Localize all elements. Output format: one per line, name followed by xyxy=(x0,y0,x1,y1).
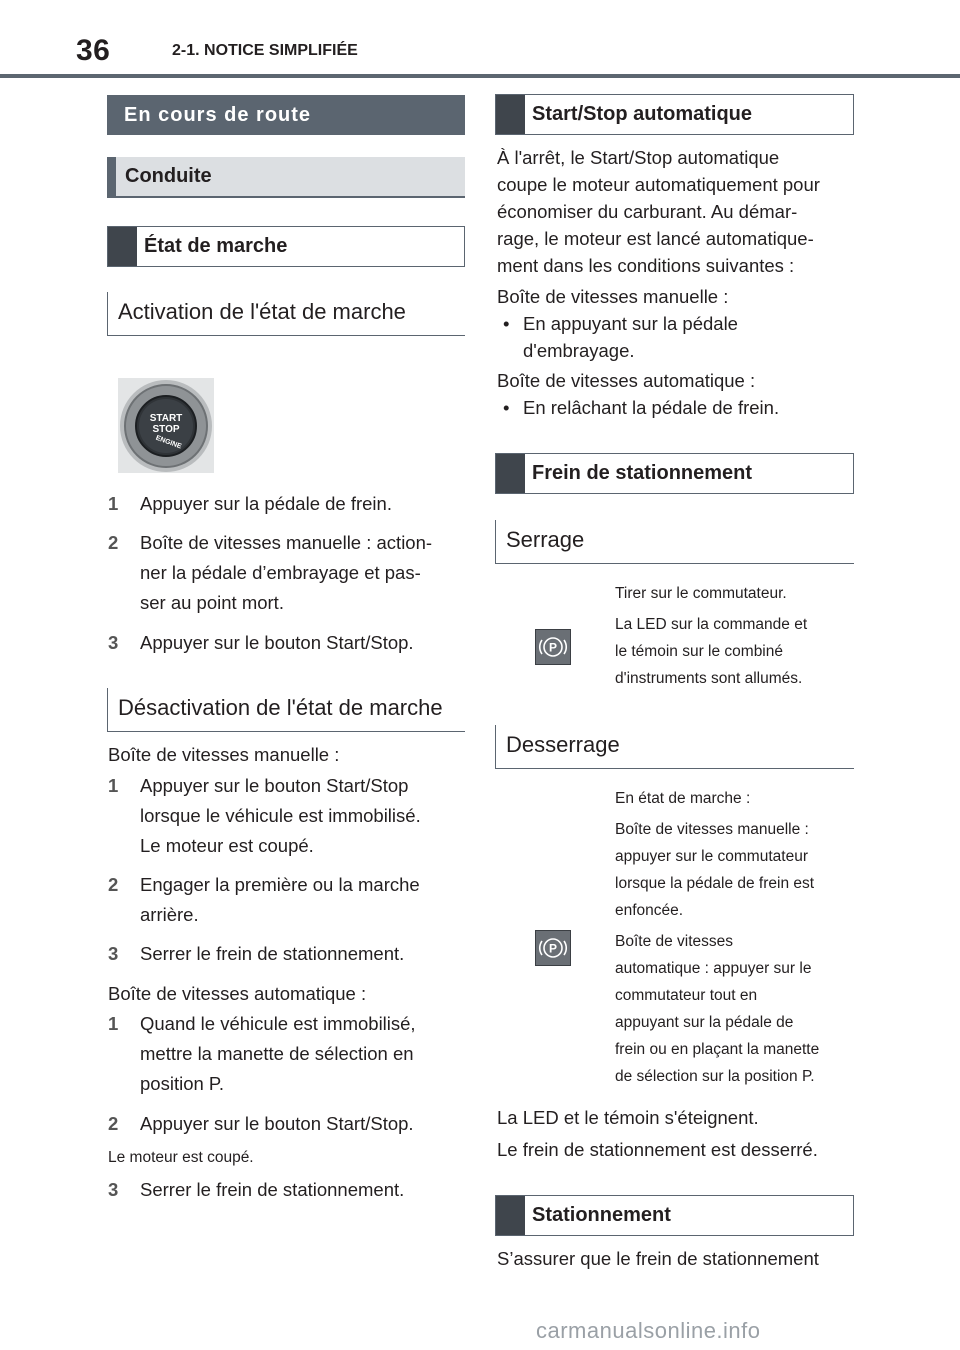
heading-desserrage: Desserrage xyxy=(495,725,854,769)
para-line: ment dans les conditions suivantes : xyxy=(497,255,795,276)
step-text: Boîte de vitesses manuelle : action- xyxy=(140,532,433,553)
start-stop-button-image xyxy=(118,378,214,473)
step-number: 1 xyxy=(108,493,119,514)
svg-text:P: P xyxy=(548,640,558,655)
step-text: Serrer le frein de stationnement. xyxy=(140,943,405,964)
auto-step-3 xyxy=(108,1175,468,1205)
serrage-line: le témoin sur le combiné xyxy=(615,643,783,660)
step-text: Appuyer sur le bouton Start/Stop xyxy=(140,775,409,796)
manual-step-2 xyxy=(108,870,468,930)
step-number: 2 xyxy=(108,874,119,895)
parking-brake-icon xyxy=(536,630,570,664)
watermark: carmanualsonline.info xyxy=(536,1318,761,1343)
heading-serrage: Serrage xyxy=(495,520,854,564)
bullet-mark: • xyxy=(503,397,510,418)
parking-brake-icon xyxy=(536,931,570,965)
heading-desactivation: Désactivation de l'état de marche xyxy=(107,688,465,732)
activation-step-2 xyxy=(108,528,468,618)
step-text: ner la pédale d’embrayage et pas- xyxy=(140,562,421,583)
start-stop-button-icon xyxy=(118,378,214,473)
auto-step-1 xyxy=(108,1009,468,1099)
bullet-mark: • xyxy=(503,313,510,334)
step-text: Serrer le frein de stationnement. xyxy=(140,1179,405,1200)
auto-label-right: Boîte de vitesses automatique : xyxy=(497,370,756,391)
step-text: Le moteur est coupé. xyxy=(140,835,314,856)
heading-conduite: Conduite xyxy=(107,157,465,198)
engine-label: ENGINE xyxy=(154,434,183,451)
running-head: 2-1. NOTICE SIMPLIFIÉE xyxy=(172,42,358,59)
para-line: rage, le moteur est lancé automatique- xyxy=(497,228,814,249)
step-text: Engager la première ou la marche xyxy=(140,874,420,895)
desserrage-line: frein ou en plaçant la manette xyxy=(615,1041,820,1058)
activation-step-3 xyxy=(108,628,468,658)
auto-step-2 xyxy=(108,1109,468,1139)
heading-etat-de-marche: État de marche xyxy=(107,226,465,267)
step-text: Appuyer sur le bouton Start/Stop. xyxy=(140,1113,414,1134)
desserrage-line: de sélection sur la position P. xyxy=(615,1068,815,1085)
step-text: position P. xyxy=(140,1073,224,1094)
step-text: Quand le véhicule est immobilisé, xyxy=(140,1013,416,1034)
bullet-text: En appuyant sur la pédale xyxy=(523,313,738,334)
header-rule xyxy=(0,74,960,78)
activation-step-1 xyxy=(108,489,468,519)
desserrage-line: Boîte de vitesses manuelle : xyxy=(615,821,809,838)
step-number: 3 xyxy=(108,943,119,964)
step-text: ser au point mort. xyxy=(140,592,284,613)
desserrage-line: enfoncée. xyxy=(615,902,684,919)
step-number: 3 xyxy=(108,632,119,653)
step-text: Appuyer sur la pédale de frein. xyxy=(140,493,392,514)
step-number: 1 xyxy=(108,775,119,796)
heading-activation: Activation de l'état de marche xyxy=(107,292,465,336)
desserrage-line: lorsque la pédale de frein est xyxy=(615,875,815,892)
bullet-text: En relâchant la pédale de frein. xyxy=(523,397,780,418)
step-text: arrière. xyxy=(140,904,199,925)
led-off-text: La LED et le témoin s'éteignent. xyxy=(497,1107,759,1128)
serrage-line: La LED sur la commande et xyxy=(615,616,808,633)
step-number: 2 xyxy=(108,532,119,553)
serrage-line: d'instruments sont allumés. xyxy=(615,670,803,687)
auto-label: Boîte de vitesses automatique : xyxy=(108,983,367,1004)
step-number: 2 xyxy=(108,1113,119,1134)
bullet-text: d'embrayage. xyxy=(523,340,635,361)
serrage-text xyxy=(615,580,855,692)
desserrage-line: automatique : appuyer sur le xyxy=(615,960,812,977)
startstop-paragraph xyxy=(497,144,857,279)
para-line: économiser du carburant. Au démar- xyxy=(497,201,798,222)
manual-step-3 xyxy=(108,939,468,969)
auto-bullet xyxy=(497,394,857,421)
step-text: lorsque le véhicule est immobilisé. xyxy=(140,805,421,826)
para-line: coupe le moteur automatiquement pour xyxy=(497,174,820,195)
desserrage-line: En état de marche : xyxy=(615,790,751,807)
parking-brake-switch-image-2 xyxy=(535,930,571,966)
brake-released-text: Le frein de stationnement est desserré. xyxy=(497,1139,818,1160)
svg-text:P: P xyxy=(548,941,558,956)
parking-brake-switch-image xyxy=(535,629,571,665)
manual-bullet xyxy=(497,310,857,364)
para-line: À l'arrêt, le Start/Stop automatique xyxy=(497,147,780,168)
heading-start-stop: Start/Stop automatique xyxy=(495,94,854,135)
manual-step-1 xyxy=(108,771,468,861)
stop-label: STOP xyxy=(152,424,180,435)
desserrage-line: Boîte de vitesses xyxy=(615,933,734,950)
step-number: 1 xyxy=(108,1013,119,1034)
manual-label: Boîte de vitesses manuelle : xyxy=(108,744,340,765)
heading-stationnement: Stationnement xyxy=(495,1195,854,1236)
desserrage-line: commutateur tout en xyxy=(615,987,758,1004)
manual-label-right: Boîte de vitesses manuelle : xyxy=(497,286,729,307)
start-label: START xyxy=(149,413,183,424)
desserrage-line: appuyant sur la pédale de xyxy=(615,1014,794,1031)
step-text: mettre la manette de sélection en xyxy=(140,1043,414,1064)
step-number: 3 xyxy=(108,1179,119,1200)
page-number: 36 xyxy=(76,34,111,67)
desserrage-line: appuyer sur le commutateur xyxy=(615,848,808,865)
heading-frein: Frein de stationnement xyxy=(495,453,854,494)
desserrage-text xyxy=(615,785,855,1090)
auto-note: Le moteur est coupé. xyxy=(108,1149,254,1166)
stationnement-paragraph: S’assurer que le frein de stationnement xyxy=(497,1248,819,1269)
heading-en-cours-de-route: En cours de route xyxy=(107,95,465,135)
step-text: Appuyer sur le bouton Start/Stop. xyxy=(140,632,414,653)
serrage-line: Tirer sur le commutateur. xyxy=(615,585,787,602)
